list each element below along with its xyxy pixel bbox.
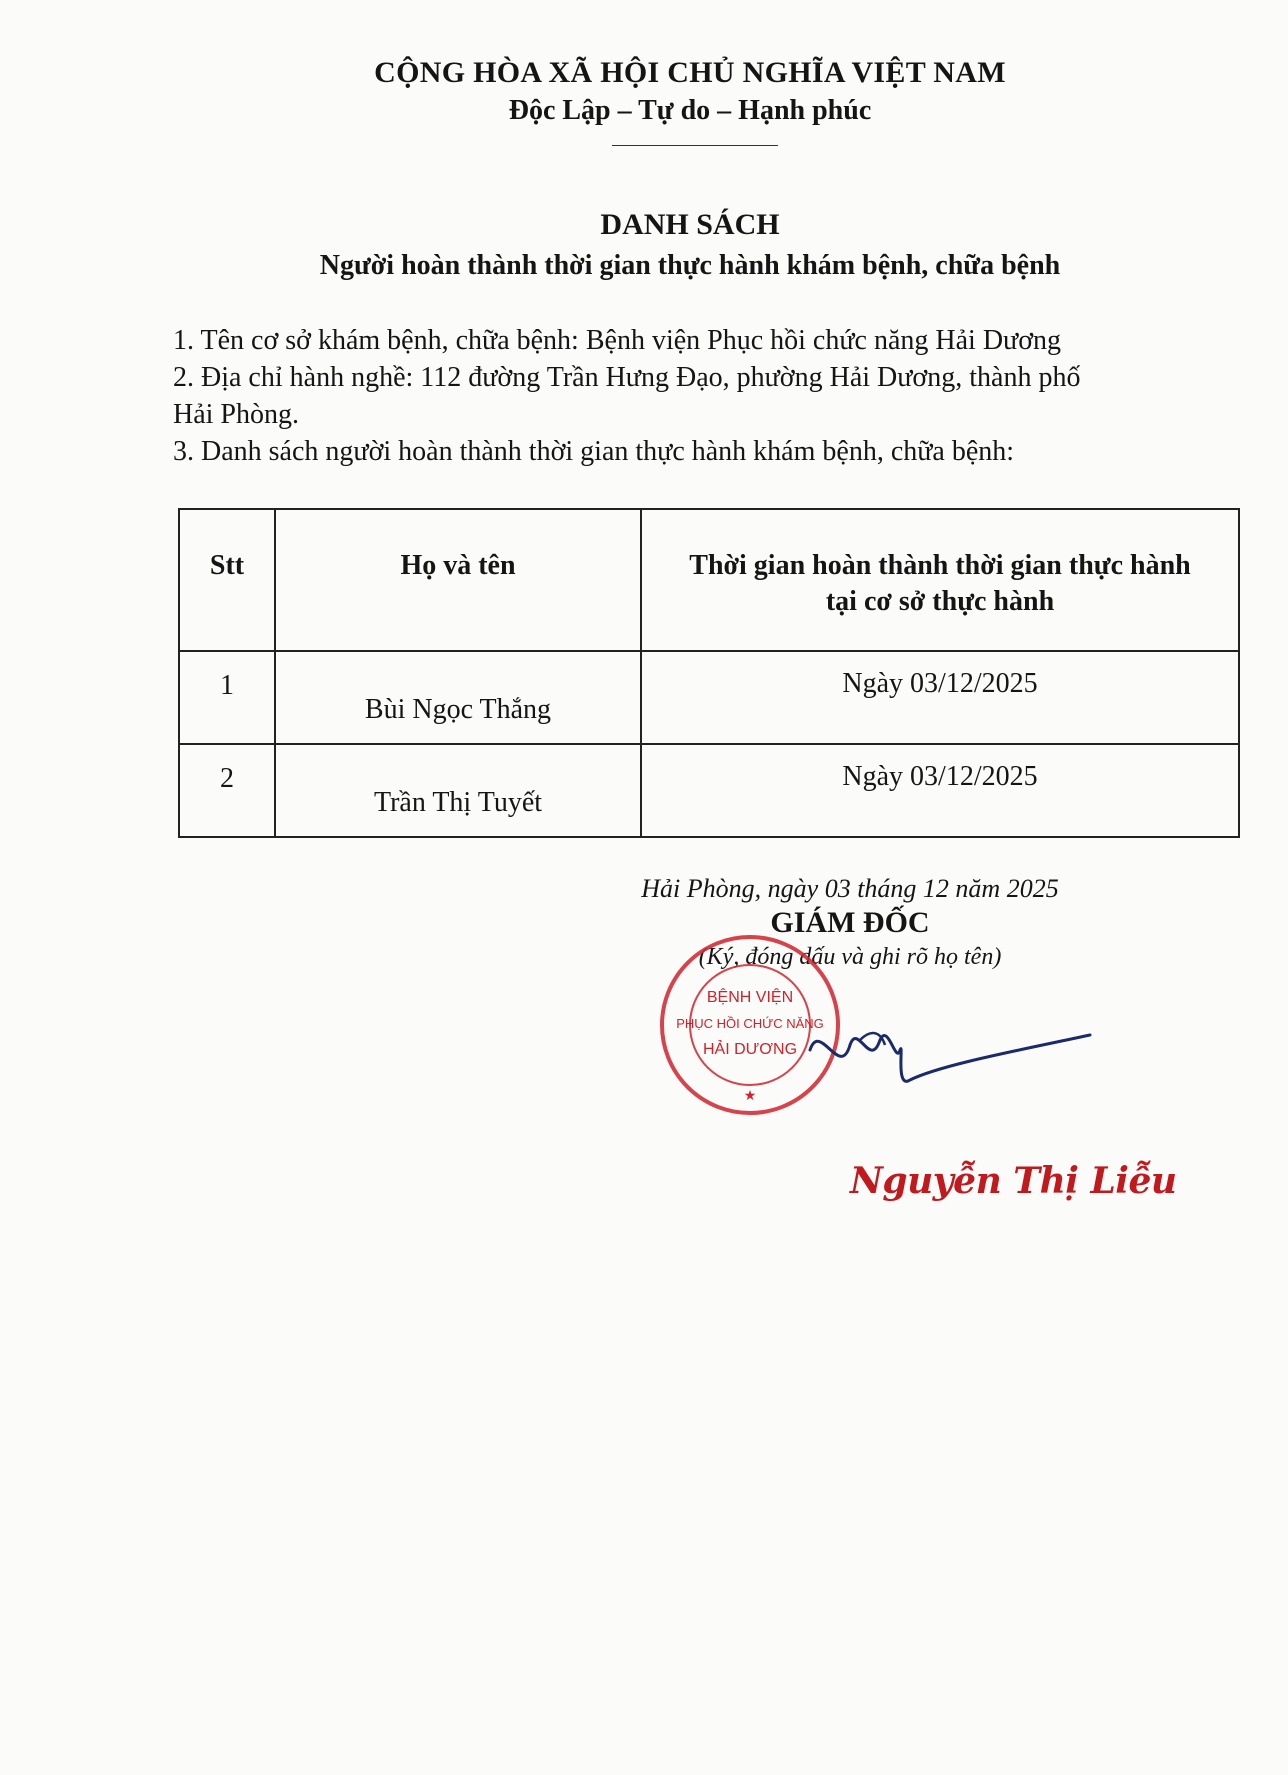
place-date: Hải Phòng, ngày 03 tháng 12 năm 2025: [641, 874, 1059, 903]
table-header-row: [179, 509, 1239, 651]
address-line-continued: Hải Phòng.: [173, 399, 299, 430]
row-date: Ngày 03/12/2025: [641, 744, 1239, 837]
table-row: [179, 651, 1239, 744]
row-date: Ngày 03/12/2025: [641, 651, 1239, 744]
document-title: DANH SÁCH: [600, 208, 780, 241]
table-row: [179, 744, 1239, 837]
address-line: 2. Địa chỉ hành nghề: 112 đường Trần Hưng Đạo, phường Hải Dương, thành phố: [173, 362, 1081, 393]
stamp-star-icon: ★: [743, 1089, 757, 1104]
motto-heading: Độc Lập – Tự do – Hạnh phúc: [508, 95, 872, 126]
signer-role: GIÁM ĐỐC: [770, 906, 930, 939]
country-heading: CỘNG HÒA XÃ HỘI CHỦ NGHĨA VIỆT NAM: [374, 56, 1006, 89]
row-name: Trần Thị Tuyết: [275, 744, 641, 837]
handwritten-signature: [800, 1010, 1100, 1110]
header-name: Họ và tên: [275, 509, 641, 651]
header-completion-time-line1: Thời gian hoàn thành thời gian thực hành: [689, 550, 1191, 581]
signer-name: Nguyễn Thị Liễu: [850, 1160, 1177, 1202]
row-name: Bùi Ngọc Thắng: [275, 651, 641, 744]
stamp-line2: PHỤC HỒI CHỨC NĂNG: [676, 1016, 824, 1031]
header-stt: Stt: [179, 509, 275, 651]
document-body: [173, 322, 1213, 470]
stamp-line3: HẢI DƯƠNG: [702, 1041, 798, 1058]
signature-note: (Ký, đóng dấu và ghi rõ họ tên): [698, 944, 1002, 970]
stamp-line1: BỆNH VIỆN: [706, 989, 794, 1006]
document-subtitle: Người hoàn thành thời gian thực hành khám bệnh, chữa bệnh: [319, 250, 1061, 281]
completion-table: [178, 508, 1240, 838]
list-intro-line: 3. Danh sách người hoàn thành thời gian thực hành khám bệnh, chữa bệnh:: [173, 436, 1015, 467]
facility-line: 1. Tên cơ sở khám bệnh, chữa bệnh: Bệnh viện Phục hồi chức năng Hải Dương: [173, 325, 1062, 356]
header-divider: [612, 145, 778, 146]
header-completion-time: [641, 509, 1239, 651]
header-completion-time-line2: tại cơ sở thực hành: [825, 586, 1055, 617]
row-stt: 1: [179, 651, 275, 744]
row-stt: 2: [179, 744, 275, 837]
